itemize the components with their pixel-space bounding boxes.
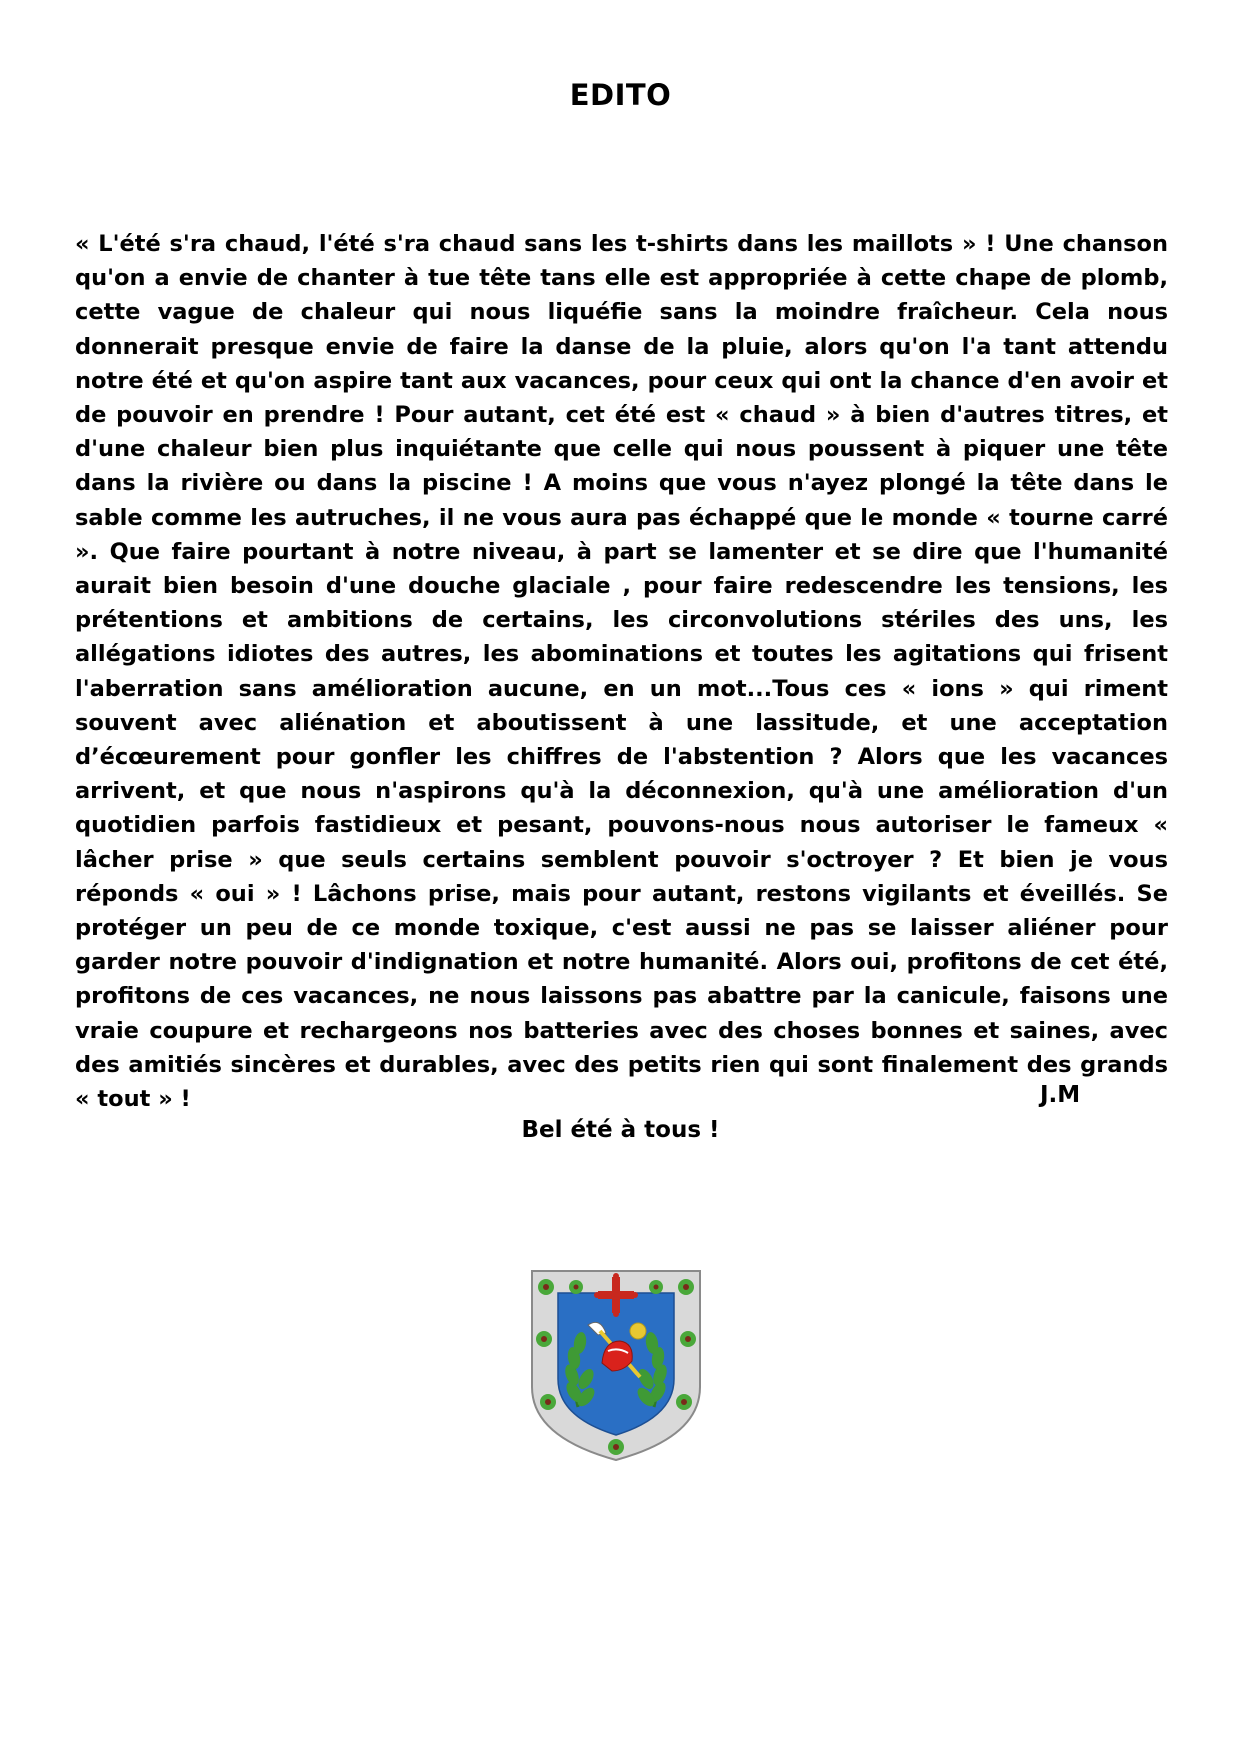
coat-of-arms-icon (528, 1267, 704, 1463)
closing-greeting: Bel été à tous ! (521, 1117, 720, 1143)
page-title: EDITO (569, 78, 672, 112)
signature: J.M (1040, 1082, 1081, 1108)
editorial-body: « L'été s'ra chaud, l'été s'ra chaud sans les t-shirts dans les maillots » ! Une chanson qu'on a envie de chanter à tue tête tans elle est appropriée à cette chape de plomb, cette vague de chaleur qui nous liquéfie sans la moindre fraîcheur. Cela nous donnerait presque envie de faire la danse de la pluie, alors qu'on l'a tant attendu notre été et qu'on aspire tant aux vacances, pour ceux qui ont la chance d'en avoir et de pouvoir en prendre ! Pour autant, cet été est « chaud » à bien d'autres titres, et d'une chaleur bien plus inquiétante que celle qui nous poussent à piquer une tête dans la rivière ou dans la piscine ! A moins que vous n'ayez plongé la tête dans le sable comme les autruches, il ne vous aura pas échappé que le monde « tourne carré ». Que faire pourtant à notre niveau, à part se lamenter et se dire que l'humanité aurait bien besoin d'une douche glaciale , pour faire redescendre les tensions, les prétentions et ambitions de certains, les circonvolutions stériles des uns, les allégations idiotes des autres, les abominations et toutes les agitations qui frisent l'aberration sans amélioration aucune, en un mot...Tous ces « ions » qui riment souvent avec aliénation et aboutissent à une lassitude, et une acceptation d’écœurement pour gonfler les chiffres de l'abstention ? Alors que les vacances arrivent, et que nous n'aspirons qu'à la déconnexion, qu'à une amélioration d'un quotidien parfois fastidieux et pesant, pouvons-nous nous autoriser le fameux « lâcher prise » que seuls certains semblent pouvoir s'octroyer ? Et bien je vous réponds « oui » ! Lâchons prise, mais pour autant, restons vigilants et éveillés. Se protéger un peu de ce monde toxique, c'est aussi ne pas se laisser aliéner pour garder notre pouvoir d'indignation et notre humanité. Alors oui, profitons de cet été, profitons de ces vacances, ne nous laissons pas abattre par la canicule, faisons une vraie coupure et rechargeons nos batteries avec des choses bonnes et saines, avec des amitiés sincères et durables, avec des petits rien qui sont finalement des grands « tout » ! (75, 231, 1168, 1113)
